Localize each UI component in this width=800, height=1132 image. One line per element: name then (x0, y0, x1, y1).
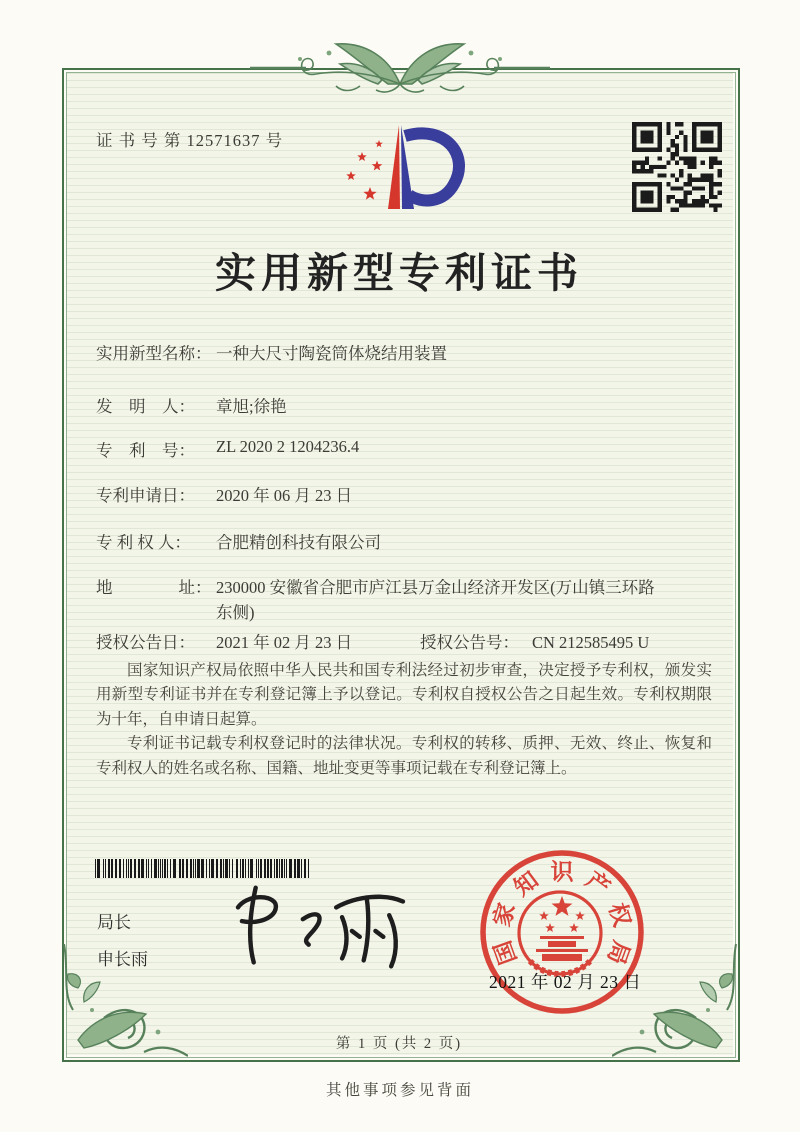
director-signature (222, 874, 417, 982)
field-row-patentee (96, 529, 721, 553)
svg-text:家: 家 (489, 900, 520, 930)
svg-text:识: 识 (550, 859, 574, 885)
field-label: 授权公告号： (420, 633, 519, 652)
field-row-patent-number (96, 437, 721, 461)
field-label: 地 址： (96, 578, 212, 597)
field-row-inventor (96, 393, 721, 417)
field-row-utility-model-name (96, 340, 721, 364)
signer-role: 局长 (97, 913, 131, 932)
certificate-title: 实用新型专利证书 (215, 250, 583, 296)
svg-text:产: 产 (581, 867, 615, 901)
field-pair-grant-number (420, 629, 649, 653)
signer-name: 申长雨 (97, 950, 148, 969)
field-row-address (96, 575, 721, 625)
field-label: 实用新型名称： (96, 344, 212, 363)
national-emblem-stars (539, 896, 585, 932)
field-value: 章旭;徐艳 (216, 397, 287, 416)
field-row-grant (96, 629, 721, 653)
qr-code (632, 122, 722, 212)
page-number: 第 1 页 (共 2 页) (335, 1036, 463, 1052)
svg-text:局: 局 (602, 937, 635, 968)
svg-text:国: 国 (489, 937, 522, 968)
field-label: 专 利 权 人： (96, 533, 191, 552)
field-value: 合肥精创科技有限公司 (216, 533, 381, 552)
field-label: 发 明 人： (96, 397, 195, 416)
legal-paragraph-2: 专利证书记载专利权登记时的法律状况。专利权的转移、质押、无效、终止、恢复和专利权人的姓名或名称、国籍、地址变更等事项记载在专利登记簿上。 (96, 735, 712, 777)
field-label: 专利申请日： (96, 486, 195, 505)
legal-paragraph-1: 国家知识产权局依照中华人民共和国专利法经过初步审查，决定授予专利权，颁发实用新型专利证书并在专利登记簿上予以登记。专利权自授权公告之日起生效。专利权期限为十年，自申请日起算。 (96, 662, 712, 728)
svg-text:权: 权 (604, 900, 635, 930)
back-side-note: 其他事项参见背面 (325, 1082, 474, 1099)
seal-date: 2021 年 02 月 23 日 (489, 972, 642, 992)
national-emblem-gate (536, 936, 588, 961)
field-value: CN 212585495 U (532, 633, 650, 652)
field-value: 2020 年 06 月 23 日 (216, 486, 353, 505)
field-label: 授权公告日： (96, 633, 195, 652)
field-value: 230000 安徽省合肥市庐江县万金山经济开发区(万山镇三环路东侧) (216, 578, 655, 622)
legal-text-block (96, 659, 712, 781)
field-value: 2021 年 02 月 23 日 (216, 633, 353, 652)
certificate-number: 证 书 号 第 12571637 号 (96, 131, 284, 150)
field-label: 专 利 号： (96, 441, 195, 460)
cnipa-logo-icon (330, 112, 475, 214)
svg-text:知: 知 (509, 867, 543, 901)
field-value: ZL 2020 2 1204236.4 (216, 437, 360, 456)
field-value: 一种大尺寸陶瓷筒体烧结用装置 (216, 344, 447, 363)
field-row-filing-date (96, 482, 721, 506)
